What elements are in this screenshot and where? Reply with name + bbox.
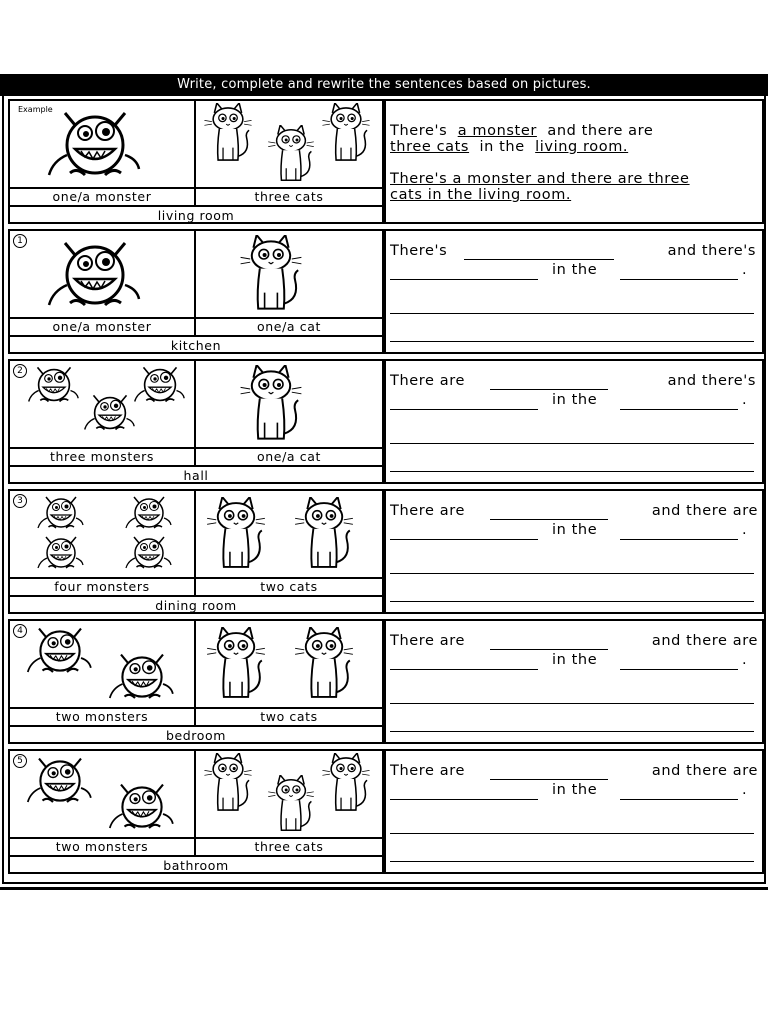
- exercise-left-caption: one/a monster: [10, 317, 196, 335]
- cat-icon: [202, 497, 270, 573]
- exercise-number: 5: [13, 754, 27, 768]
- answer-blank[interactable]: [390, 539, 538, 540]
- answer-blank[interactable]: [490, 649, 608, 650]
- exercise-right-picture: [196, 231, 382, 317]
- exercise-answer-box: [384, 229, 764, 354]
- answer-blank[interactable]: [620, 409, 738, 410]
- sentence-end: .: [742, 522, 748, 538]
- exercise-number: 1: [13, 234, 27, 248]
- rewrite-line[interactable]: [390, 313, 754, 314]
- exercise-left-caption: three monsters: [10, 447, 196, 465]
- cat-icon: [202, 103, 254, 165]
- exercise-left-picture: [10, 621, 196, 707]
- exercise-row: [8, 489, 762, 612]
- monster-icon: [26, 533, 96, 573]
- monster-icon: [20, 753, 100, 809]
- example-right-picture: [196, 101, 382, 187]
- cat-icon: [266, 775, 316, 835]
- exercise-left-caption: two monsters: [10, 837, 196, 855]
- exercise-row: [8, 229, 762, 352]
- exercise-right-caption: two cats: [196, 577, 382, 595]
- monster-icon: [114, 493, 184, 533]
- monster-icon: [102, 649, 182, 705]
- cat-icon: [226, 235, 316, 315]
- sentence-start: There are: [390, 503, 465, 519]
- worksheet: [0, 74, 768, 890]
- example-answer-box: [384, 99, 764, 224]
- exercise-picture-box: [8, 229, 384, 354]
- exercise-place: dining room: [10, 595, 382, 614]
- sentence-end: .: [742, 652, 748, 668]
- rewrite-line[interactable]: [390, 833, 754, 834]
- cat-icon: [290, 627, 358, 703]
- exercise-place: bathroom: [10, 855, 382, 874]
- example-sentence-line1: There's a monster and there are: [390, 123, 654, 139]
- answer-blank[interactable]: [490, 389, 608, 390]
- example-rewrite-line1: There's a monster and there are three: [390, 171, 690, 187]
- exercise-left-picture: [10, 751, 196, 837]
- sentence-middle: and there are: [651, 763, 758, 779]
- answer-blank[interactable]: [390, 799, 538, 800]
- sentence-middle: and there's: [667, 373, 756, 389]
- exercise-answer-box: [384, 749, 764, 874]
- exercise-right-caption: one/a cat: [196, 447, 382, 465]
- exercise-picture-box: [8, 619, 384, 744]
- cat-icon: [320, 103, 372, 165]
- exercise-place: kitchen: [10, 335, 382, 354]
- rewrite-line[interactable]: [390, 573, 754, 574]
- example-tag: Example: [18, 105, 53, 114]
- cat-icon: [266, 125, 316, 185]
- exercise-right-picture: [196, 621, 382, 707]
- exercise-right-caption: three cats: [196, 837, 382, 855]
- example-left-picture: [10, 101, 196, 187]
- example-right-caption: three cats: [196, 187, 382, 205]
- exercise-row: [8, 619, 762, 742]
- monster-icon: [24, 363, 84, 407]
- monster-icon: [20, 623, 100, 679]
- sentence-start: There are: [390, 373, 465, 389]
- answer-blank[interactable]: [390, 669, 538, 670]
- sentence-start: There are: [390, 763, 465, 779]
- cat-icon: [320, 753, 372, 815]
- sentence-start: There are: [390, 633, 465, 649]
- exercise-answer-box: [384, 359, 764, 484]
- answer-blank[interactable]: [620, 799, 738, 800]
- rewrite-line[interactable]: [390, 443, 754, 444]
- exercise-place: hall: [10, 465, 382, 484]
- rewrite-line[interactable]: [390, 861, 754, 862]
- exercise-answer-box: [384, 619, 764, 744]
- sentence-in-the: in the: [552, 652, 598, 668]
- sentence-end: .: [742, 782, 748, 798]
- sentence-start: There's: [390, 243, 448, 259]
- exercise-picture-box: [8, 749, 384, 874]
- exercise-row: [8, 749, 762, 872]
- monster-icon: [26, 493, 96, 533]
- exercise-left-caption: four monsters: [10, 577, 196, 595]
- sentence-end: .: [742, 392, 748, 408]
- cat-icon: [202, 627, 270, 703]
- cat-icon: [290, 497, 358, 573]
- sentence-middle: and there's: [667, 243, 756, 259]
- exercise-picture-box: [8, 359, 384, 484]
- monster-icon: [40, 235, 150, 315]
- answer-blank[interactable]: [490, 519, 608, 520]
- answer-blank[interactable]: [620, 279, 738, 280]
- sentence-in-the: in the: [552, 262, 598, 278]
- answer-blank[interactable]: [390, 409, 538, 410]
- exercise-row: [8, 359, 762, 482]
- cat-icon: [226, 365, 316, 445]
- example-left-caption: one/a monster: [10, 187, 196, 205]
- answer-blank[interactable]: [620, 539, 738, 540]
- exercise-place: bedroom: [10, 725, 382, 744]
- answer-blank[interactable]: [490, 779, 608, 780]
- sentence-middle: and there are: [651, 503, 758, 519]
- worksheet-frame: [2, 96, 766, 884]
- answer-blank[interactable]: [390, 279, 538, 280]
- monster-icon: [130, 363, 190, 407]
- sentence-in-the: in the: [552, 392, 598, 408]
- exercise-right-picture: [196, 491, 382, 577]
- example-rewrite-line2: cats in the living room.: [390, 187, 572, 203]
- exercise-picture-box: [8, 489, 384, 614]
- rewrite-line[interactable]: [390, 731, 754, 732]
- exercise-right-caption: one/a cat: [196, 317, 382, 335]
- answer-blank[interactable]: [464, 259, 614, 260]
- monster-icon: [102, 779, 182, 835]
- worksheet-header: Write, complete and rewrite the sentences based on pictures.: [0, 74, 768, 96]
- monster-icon: [40, 105, 150, 185]
- exercise-number: 2: [13, 364, 27, 378]
- exercise-answer-box: [384, 489, 764, 614]
- exercise-right-picture: [196, 751, 382, 837]
- sentence-end: .: [742, 262, 748, 278]
- answer-blank[interactable]: [620, 669, 738, 670]
- sentence-in-the: in the: [552, 782, 598, 798]
- exercise-right-caption: two cats: [196, 707, 382, 725]
- exercise-number: 4: [13, 624, 27, 638]
- exercise-left-caption: two monsters: [10, 707, 196, 725]
- exercise-left-picture: [10, 491, 196, 577]
- rewrite-line[interactable]: [390, 471, 754, 472]
- rewrite-line[interactable]: [390, 703, 754, 704]
- rewrite-line[interactable]: [390, 601, 754, 602]
- example-place: living room: [10, 205, 382, 224]
- sentence-middle: and there are: [651, 633, 758, 649]
- monster-icon: [114, 533, 184, 573]
- cat-icon: [202, 753, 254, 815]
- exercise-right-picture: [196, 361, 382, 447]
- example-picture-box: [8, 99, 384, 224]
- rewrite-line[interactable]: [390, 341, 754, 342]
- exercise-number: 3: [13, 494, 27, 508]
- exercise-left-picture: [10, 231, 196, 317]
- example-sentence-line2: three cats in the living room.: [390, 139, 629, 155]
- exercise-left-picture: [10, 361, 196, 447]
- sentence-in-the: in the: [552, 522, 598, 538]
- example-row: [8, 99, 762, 222]
